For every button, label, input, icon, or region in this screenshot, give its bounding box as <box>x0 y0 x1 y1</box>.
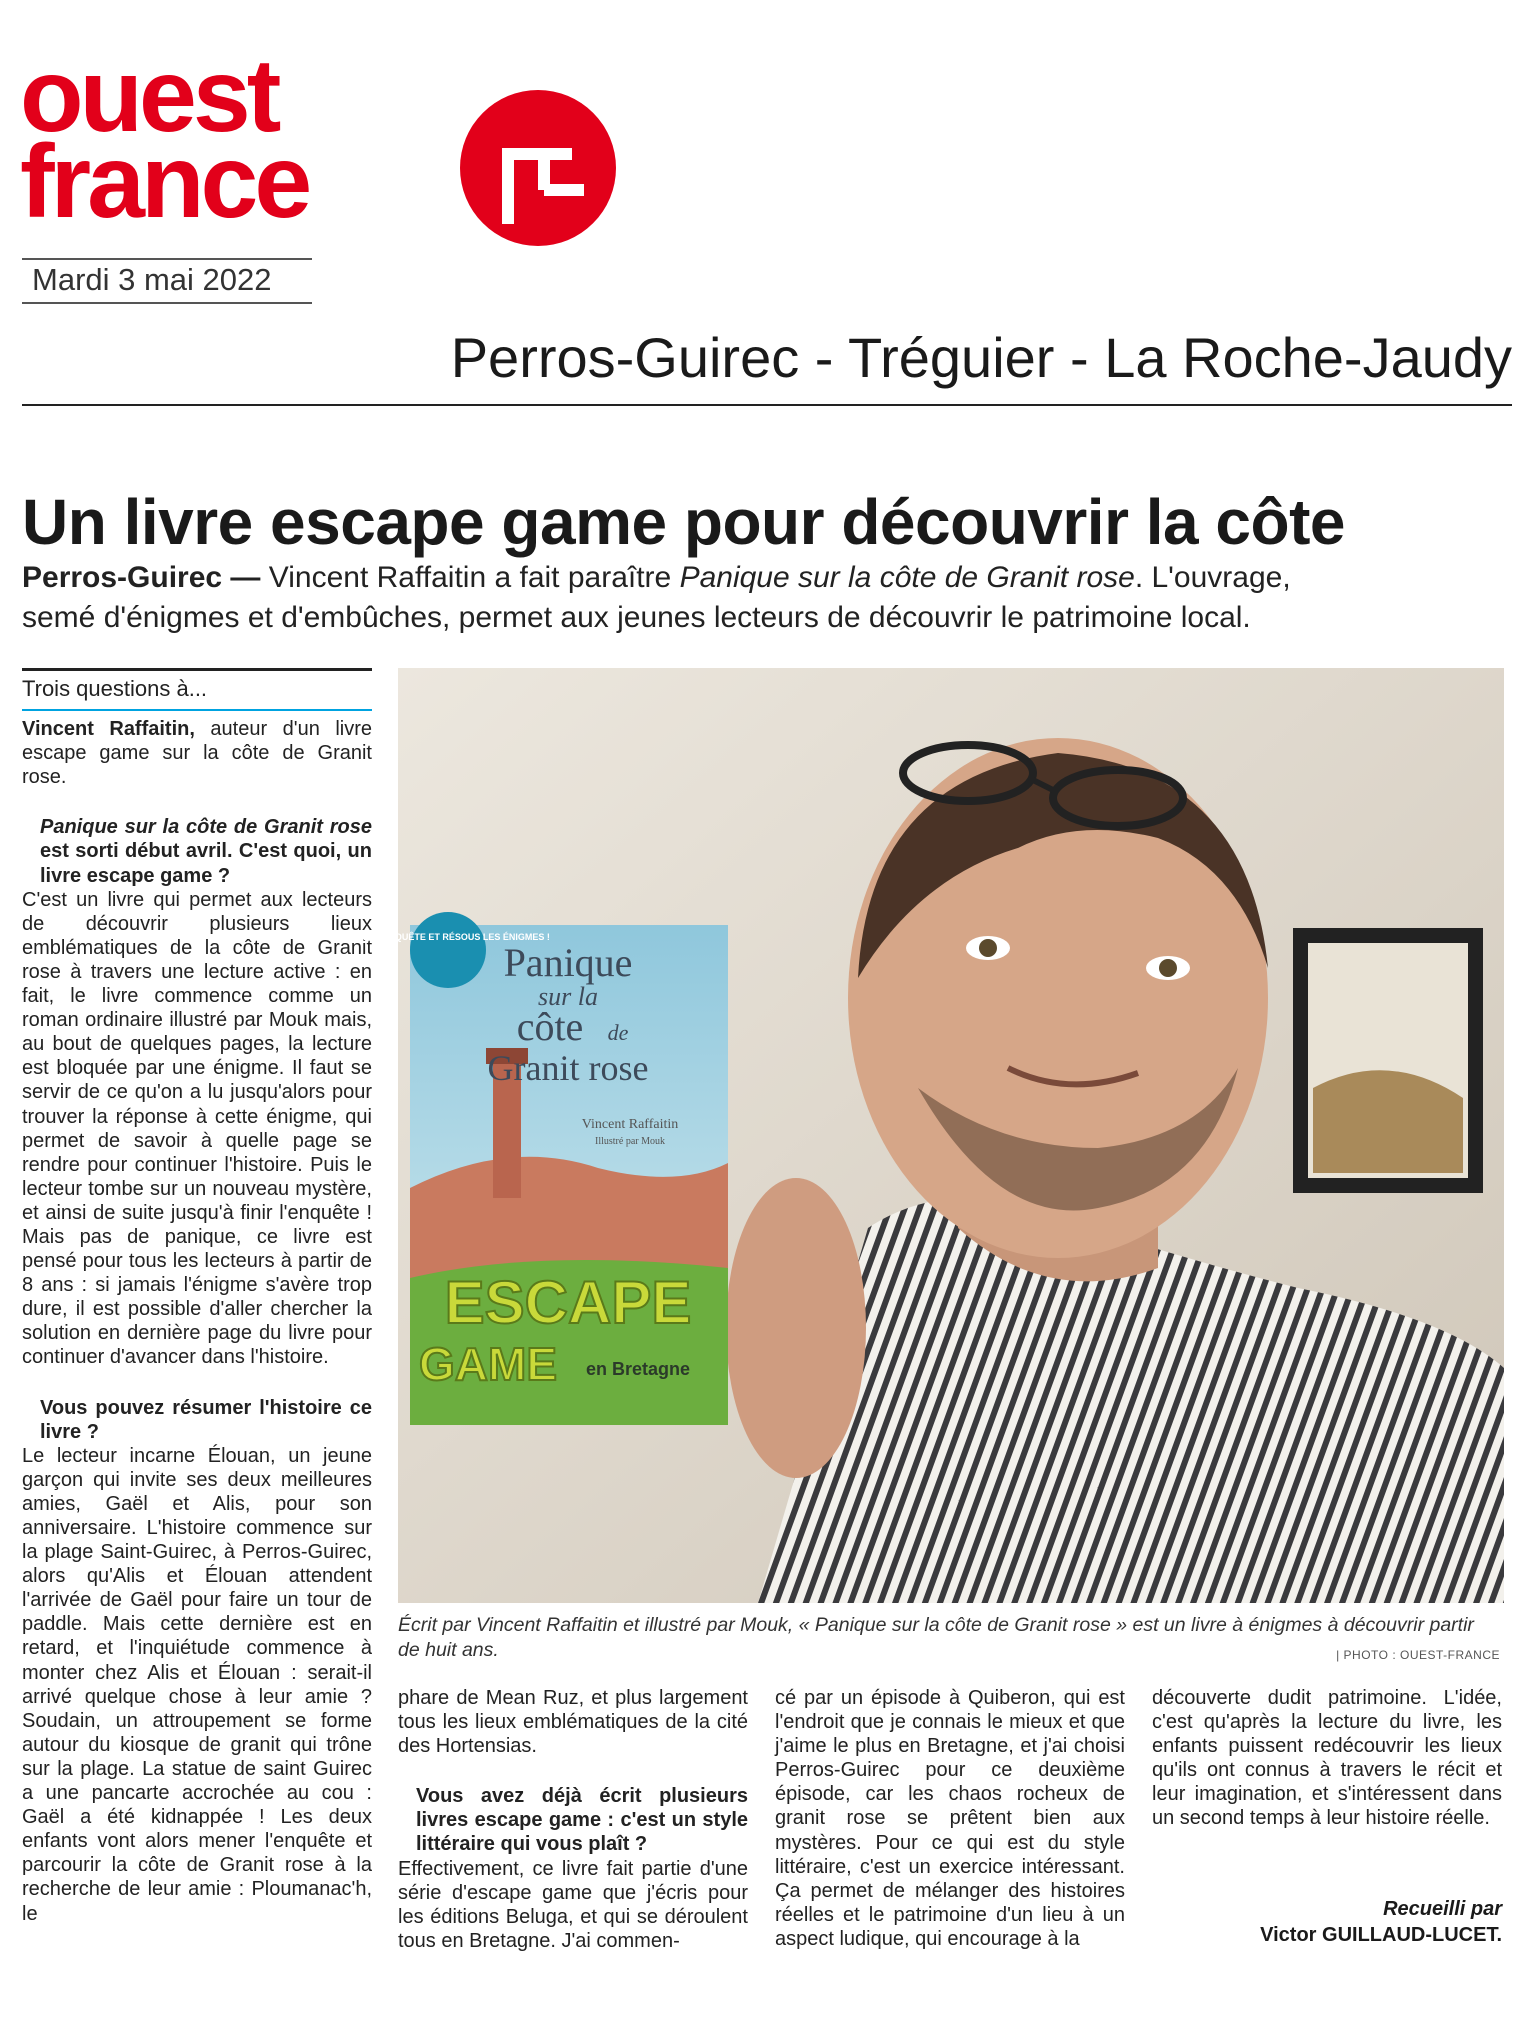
photo-caption: Écrit par Vincent Raffaitin et illustré par Mouk, « Panique sur la côte de Granit rose » est un livre à énigmes à découvrir partir de huit ans. <box>398 1614 1474 1661</box>
logo-circle-icon <box>460 90 616 246</box>
intro-name: Vincent Raffaitin, <box>22 718 195 741</box>
question-1 <box>22 815 372 887</box>
interview-column-4 <box>1152 1686 1502 1831</box>
question-3: Vous avez déjà écrit plusieurs livres escape game : c'est un style littéraire qui vous plaît ? <box>416 1785 748 1856</box>
photo-credit: | PHOTO : OUEST-FRANCE <box>1336 1648 1500 1662</box>
ouest-france-logo <box>20 30 600 240</box>
man-hand <box>726 1178 866 1478</box>
book-title-line-4: de <box>607 1020 629 1045</box>
book-author: Vincent Raffaitin <box>581 1117 679 1132</box>
article-photo <box>346 668 1504 1603</box>
interview-box-title: Trois questions à... <box>22 668 372 711</box>
lede-city: Perros-Guirec — <box>22 561 261 594</box>
book-title-line-1: Panique <box>503 940 633 985</box>
answer-3-part-1: Effectivement, ce livre fait partie d'une série d'escape game que j'écris pour les éditions Beluga, et qui se déroulent tous en Bretagne. J'ai commen- <box>398 1857 748 1952</box>
lede-book-title: Panique sur la côte de Granit rose <box>679 561 1135 594</box>
photo-illustration <box>346 668 1504 1603</box>
section-divider <box>22 404 1512 406</box>
question-2: Vous pouvez résumer l'histoire ce livre ? <box>40 1396 372 1443</box>
book-escape-word: ESCAPE <box>444 1269 692 1336</box>
book-badge: MÈNE L'ENQUÊTE ET RÉSOUS LES ÉNIGMES ! <box>346 932 550 942</box>
article-headline: Un livre escape game pour découvrir la côte <box>22 486 1345 558</box>
signoff-name: Victor GUILLAUD-LUCET. <box>1260 1924 1502 1946</box>
interview-column-3 <box>775 1686 1125 1951</box>
book-title-line-5: Granit rose <box>487 1048 649 1088</box>
signoff <box>1152 1896 1502 1948</box>
answer-3-part-2: cé par un épisode à Quiberon, qui est l'endroit que je connais le mieux et que j'aime le plus en Bretagne, et j'ai choisi Perros-Guirec pour ce deuxième épisode, car les chaos rocheux de granit rose se prêtent bien aux mystères. Pour ce qui est du style littéraire, c'est un exercice intéressant. Ça permet de mélanger des histoires réelles et le patrimoine d'un lieu à un aspect ludique, qui encourage à la <box>775 1687 1125 1950</box>
section-title: Perros-Guirec - Tréguier - La Roche-Jaudy <box>450 326 1512 389</box>
lede-text-2: . L'ouvrage, semé d'énigmes et d'embûches, permet aux jeunes lecteurs de découvrir le patrimoine local. <box>22 561 1291 634</box>
question-1-rest: est sorti début avril. C'est quoi, un livre escape game ? <box>40 840 372 887</box>
book-region: en Bretagne <box>585 1359 691 1379</box>
book-title-line-3: côte <box>516 1004 584 1049</box>
intro-text: auteur d'un livre escape game sur la côte de Granit rose. <box>22 718 372 789</box>
answer-2-part-1: Le lecteur incarne Élouan, un jeune garçon qui invite ses deux meilleures amies, Gaël et Alis, pour son anniversaire. L'histoire commence sur la plage Saint-Guirec, à Perros-Guirec, alors qu'Alis et Élouan attendent l'arrivée de Gaël pour faire un tour de paddle. Mais cette dernière est en retard, et l'inquiétude commence à monter chez Alis et Élouan : serait-il arrivé quelque chose à leur amie ? Soudain, un attroupement se forme autour du kiosque de granit qui trône sur la plage. La statue de saint Guirec a une pancarte accrochée au cou : Gaël a été kidnappée ! Les deux enfants vont alors mener l'enquête et parcourir la côte de Granit rose à la recherche de leur amie : Ploumanac'h, le <box>22 1444 372 1925</box>
book-illustrator: Illustré par Mouk <box>595 1136 665 1147</box>
logo-word-ouest: ouest <box>20 38 278 154</box>
answer-2-part-2: phare de Mean Ruz, et plus largement tous les lieux emblématiques de la cité des Hortensias. <box>398 1687 748 1758</box>
lede-text-1: Vincent Raffaitin a fait paraître <box>260 561 680 594</box>
interview-column-1 <box>22 668 372 1926</box>
book-title-line-2: sur la <box>538 982 598 1011</box>
question-1-title: Panique sur la côte de Granit rose <box>40 816 372 839</box>
answer-3-part-3: découverte dudit patrimoine. L'idée, c'est qu'après la lecture du livre, les enfants puissent redécouvrir les lieux qu'ils ont connus à travers le récit et leur imagination, et s'intéressent dans un second temps à leur histoire réelle. <box>1152 1687 1502 1830</box>
issue-date: Mardi 3 mai 2022 <box>32 262 272 297</box>
answer-1: C'est un livre qui permet aux lecteurs de découvrir plusieurs lieux emblématiques de la côte de Granit rose à travers une lecture active : en fait, le livre commence comme un roman ordinaire illustré par Mouk mais, au bout de quelques pages, la lecture est bloquée par une énigme. Il faut se servir de ce qu'on a lu jusqu'alors pour trouver la réponse à cette énigme, qui permet de savoir à quelle page se rendre pour continuer l'histoire. Puis le lecteur tombe sur un nouveau mystère, et ainsi de suite jusqu'à finir l'enquête ! Mais pas de panique, ce livre est pensé pour tous les lecteurs à partir de 8 ans : si jamais l'énigme s'avère trop dure, il est possible d'aller chercher la solution en dernière page du livre pour continuer d'avancer dans l'histoire. <box>22 888 372 1369</box>
logo-word-france: france <box>20 124 309 240</box>
interview-column-2 <box>398 1686 748 1953</box>
interview-intro <box>22 717 372 789</box>
article-lede <box>22 558 1292 638</box>
signoff-label: Recueilli par <box>1383 1898 1502 1920</box>
book-game-word: GAME <box>419 1338 557 1390</box>
